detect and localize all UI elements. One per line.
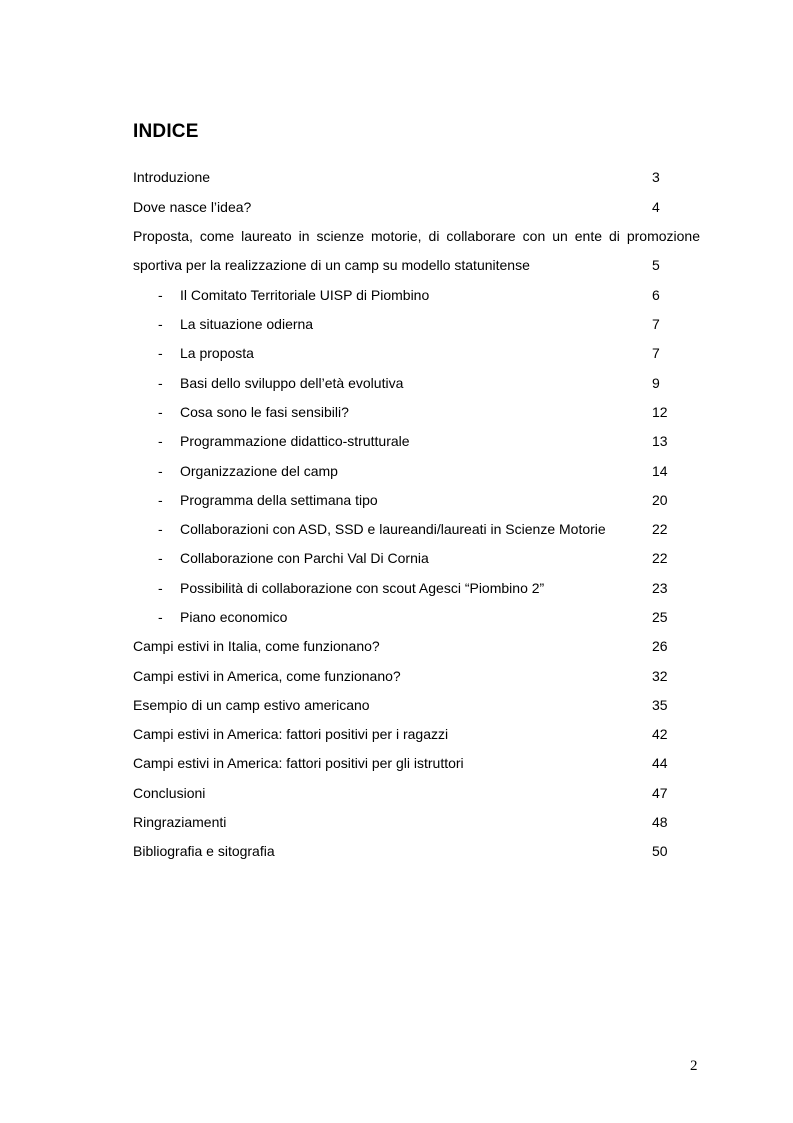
list-dash: - bbox=[158, 492, 163, 508]
list-dash: - bbox=[158, 316, 163, 332]
toc-entry-page: 4 bbox=[652, 199, 660, 215]
toc-entry-label: Introduzione bbox=[133, 169, 211, 185]
toc-subentry-page: 6 bbox=[652, 287, 660, 303]
toc-subentry-page: 23 bbox=[652, 580, 668, 596]
list-dash: - bbox=[158, 609, 163, 625]
toc-subentry-page: 25 bbox=[652, 609, 668, 625]
toc-subentry[interactable] bbox=[133, 431, 700, 451]
toc-subentry-page: 22 bbox=[652, 550, 668, 566]
list-dash: - bbox=[158, 433, 163, 449]
toc-entry-page: 35 bbox=[652, 697, 668, 713]
toc-subentry-label: Collaborazioni con ASD, SSD e laureandi/laureati in Scienze Motorie bbox=[180, 521, 606, 537]
toc-entry-label: sportiva per la realizzazione di un camp su modello statunitense bbox=[133, 257, 530, 273]
list-dash: - bbox=[158, 375, 163, 391]
list-dash: - bbox=[158, 463, 163, 479]
list-dash: - bbox=[158, 287, 163, 303]
toc-entry-label: Proposta, come laureato in scienze motorie, di collaborare con un ente di promozione bbox=[133, 228, 700, 244]
toc-subentry-label: Possibilità di collaborazione con scout Agesci “Piombino 2” bbox=[180, 580, 545, 596]
toc-subentry[interactable] bbox=[133, 461, 700, 481]
list-dash: - bbox=[158, 550, 163, 566]
toc-subentry-page: 9 bbox=[652, 375, 660, 391]
toc-subentry-page: 7 bbox=[652, 316, 660, 332]
toc-subentry[interactable] bbox=[133, 343, 700, 363]
toc-entry[interactable] bbox=[133, 636, 700, 656]
toc-entry-page: 50 bbox=[652, 843, 668, 859]
toc-entry-label: Campi estivi in America: fattori positivi per i ragazzi bbox=[133, 726, 449, 742]
toc-subentry-label: Basi dello sviluppo dell’età evolutiva bbox=[180, 375, 404, 391]
toc-subentry[interactable] bbox=[133, 314, 700, 334]
toc-entry[interactable] bbox=[133, 695, 700, 715]
list-dash: - bbox=[158, 580, 163, 596]
toc-entry-label: Campi estivi in Italia, come funzionano? bbox=[133, 638, 380, 654]
toc-subentry-page: 22 bbox=[652, 521, 668, 537]
toc-entry-label: Campi estivi in America, come funzionano? bbox=[133, 668, 401, 684]
list-dash: - bbox=[158, 404, 163, 420]
toc-entry-idea[interactable] bbox=[133, 197, 700, 217]
toc-subentry-label: Il Comitato Territoriale UISP di Piombino bbox=[180, 287, 430, 303]
toc-subentry-label: La proposta bbox=[180, 345, 254, 361]
toc-subentry-page: 13 bbox=[652, 433, 668, 449]
list-dash: - bbox=[158, 521, 163, 537]
toc-entry-label: Dove nasce l’idea? bbox=[133, 199, 252, 215]
toc-entry-page: 32 bbox=[652, 668, 668, 684]
toc-entry[interactable] bbox=[133, 783, 700, 803]
toc-entry[interactable] bbox=[133, 724, 700, 744]
toc-entry-page: 3 bbox=[652, 169, 660, 185]
toc-subentry[interactable] bbox=[133, 519, 700, 539]
toc-entry[interactable] bbox=[133, 812, 700, 832]
toc-entry-page: 44 bbox=[652, 755, 668, 771]
toc-subentry-label: Programmazione didattico-strutturale bbox=[180, 433, 410, 449]
toc-entry-label: Ringraziamenti bbox=[133, 814, 227, 830]
toc-subentry[interactable] bbox=[133, 373, 700, 393]
toc-entry-page: 5 bbox=[652, 257, 660, 273]
toc-subentry[interactable] bbox=[133, 402, 700, 422]
toc-entry-label: Esempio di un camp estivo americano bbox=[133, 697, 370, 713]
toc-entry[interactable] bbox=[133, 841, 700, 861]
toc-entry-label: Conclusioni bbox=[133, 785, 206, 801]
toc-subentry-label: Organizzazione del camp bbox=[180, 463, 338, 479]
page-number: 2 bbox=[690, 1058, 698, 1074]
toc-entry[interactable] bbox=[133, 753, 700, 773]
toc-subentry[interactable] bbox=[133, 285, 700, 305]
toc-entry-page: 42 bbox=[652, 726, 668, 742]
toc-subentry-label: Piano economico bbox=[180, 609, 288, 625]
toc-entry[interactable] bbox=[133, 666, 700, 686]
toc-subentry[interactable] bbox=[133, 578, 700, 598]
toc-subentry-label: Programma della settimana tipo bbox=[180, 492, 378, 508]
toc-entry-label: Campi estivi in America: fattori positivi per gli istruttori bbox=[133, 755, 464, 771]
toc-subentry-label: Collaborazione con Parchi Val Di Cornia bbox=[180, 550, 429, 566]
toc-entry-page: 47 bbox=[652, 785, 668, 801]
toc-entry-page: 48 bbox=[652, 814, 668, 830]
toc-subentry[interactable] bbox=[133, 607, 700, 627]
toc-subentry[interactable] bbox=[133, 548, 700, 568]
toc-entry-page: 26 bbox=[652, 638, 668, 654]
toc-entry-label: Bibliografia e sitografia bbox=[133, 843, 275, 859]
toc-entry-proposta-line1[interactable] bbox=[133, 226, 700, 246]
toc-subentry-page: 12 bbox=[652, 404, 668, 420]
toc-entry-introduzione[interactable] bbox=[133, 167, 700, 187]
toc-subentry-page: 14 bbox=[652, 463, 668, 479]
page-title: INDICE bbox=[133, 121, 199, 142]
toc-subentry[interactable] bbox=[133, 490, 700, 510]
toc-subentry-page: 20 bbox=[652, 492, 668, 508]
toc-subentry-page: 7 bbox=[652, 345, 660, 361]
list-dash: - bbox=[158, 345, 163, 361]
toc-entry-proposta-line2[interactable] bbox=[133, 255, 700, 275]
toc-subentry-label: La situazione odierna bbox=[180, 316, 314, 332]
toc-subentry-label: Cosa sono le fasi sensibili? bbox=[180, 404, 349, 420]
